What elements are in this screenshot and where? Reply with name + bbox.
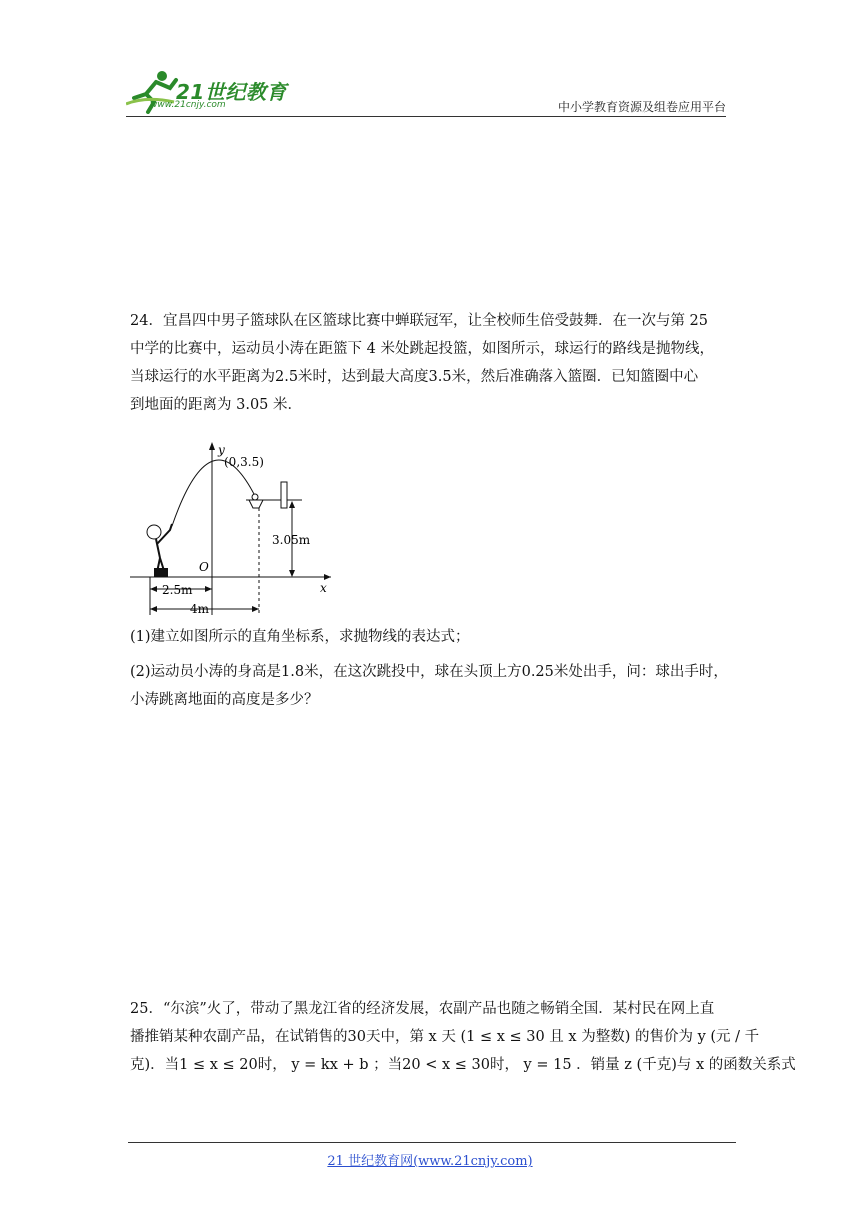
page-header [126,66,726,116]
q24-part-1: (1)建立如图所示的直角坐标系，求抛物线的表达式； [130,629,470,645]
distance-label-1: 2.5m [162,583,193,597]
ball [252,494,258,500]
q24-line: 当球运行的水平距离为2.5米时，达到最大高度3.5米，然后准确落入篮圈．已知篮圈中心 [130,369,699,385]
player-figure [147,524,172,577]
question-25-text [130,995,796,1079]
q24-line: 24．宜昌四中男子篮球队在区篮球比赛中蝉联冠军，让全校师生倍受鼓舞．在一次与第 25 [130,313,709,329]
y-axis-label: y [218,443,225,457]
footer-link[interactable]: 21 世纪教育网(www.21cnjy.com) [327,1154,533,1169]
hoop [249,500,263,508]
header-divider [126,116,726,117]
footer-divider [128,1142,736,1143]
q24-part2-line: (2)运动员小涛的身高是1.8米，在这次跳投中，球在头顶上方0.25米处出手，问：球出手时， [130,664,728,680]
vertex-label: (0,3.5) [224,455,264,469]
platform-title: 中小学教育资源及组卷应用平台 [557,100,726,114]
question-24-text [130,307,730,419]
parabola-curve [172,460,256,526]
basketball-figure [126,440,336,620]
backboard [281,482,287,508]
q24-line: 中学的比赛中，运动员小涛在距篮下 4 米处跳起投篮，如图所示，球运行的路线是抛物线， [130,341,714,357]
logo-url: www.21cnjy.com [150,100,226,110]
q25-line: 播推销某种农副产品，在试销售的30天中，第 x 天 (1 ≤ x ≤ 30 且 x 为整数) 的售价为 y (元 / 千 [130,1029,760,1045]
distance-label-2: 4m [190,602,210,616]
q24-part2-line: 小涛跳离地面的高度是多少？ [130,692,319,708]
x-axis-label: x [320,581,327,595]
hoop-height-label: 3.05m [272,533,311,547]
q25-line: 25．“尔滨”火了，带动了黑龙江省的经济发展，农副产品也随之畅销全国．某村民在网上直 [130,1001,715,1017]
q24-part-2 [130,658,730,714]
logo-text: 21世纪教育 [176,80,287,104]
origin-label: O [199,560,209,574]
site-logo[interactable] [126,66,296,114]
parabola-diagram [126,440,336,620]
q25-line: 克)．当1 ≤ x ≤ 20时， y = kx + b ；当20 < x ≤ 30时， y = 15 ．销量 z (千克)与 x 的函数关系式 [130,1057,796,1073]
q24-line: 到地面的距离为 3.05 米． [130,397,303,413]
